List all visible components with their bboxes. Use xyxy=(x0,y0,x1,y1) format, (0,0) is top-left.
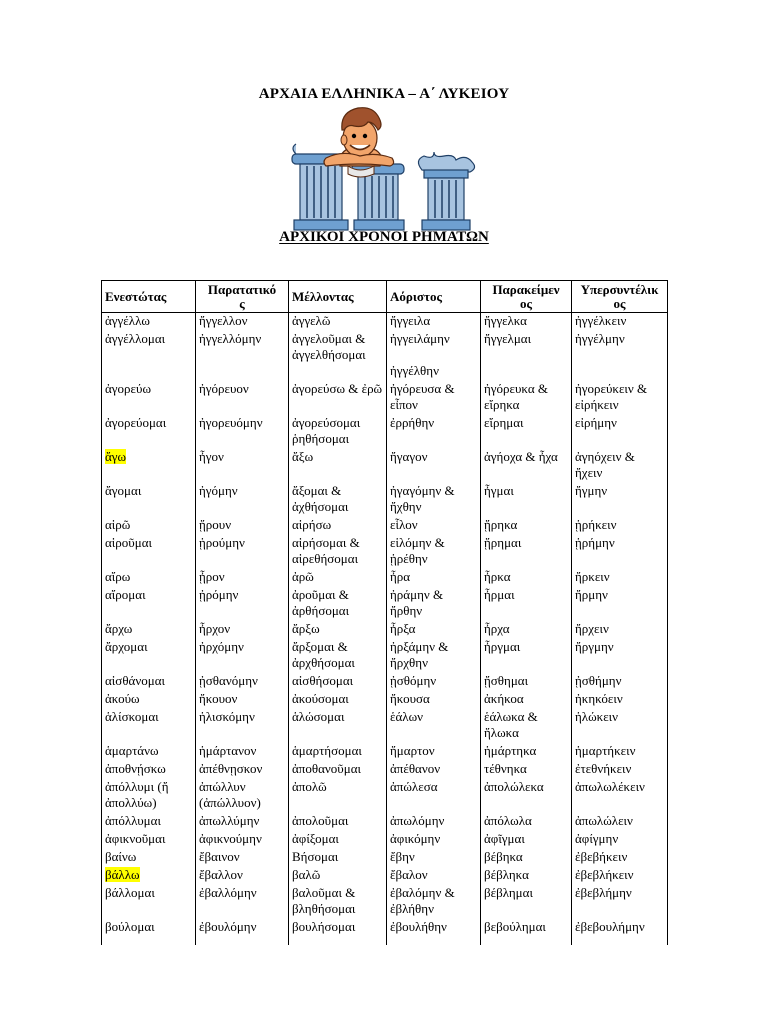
table-cell: ἠγγειλάμην ἠγγέλθην xyxy=(387,331,481,381)
table-row xyxy=(102,639,668,673)
header-future: Μέλλοντας xyxy=(289,281,387,313)
table-cell: ἀπωλωλέκειν xyxy=(572,779,668,813)
table-cell: ἐβουλήθην xyxy=(387,919,481,945)
table-row xyxy=(102,331,668,381)
table-row xyxy=(102,779,668,813)
table-row xyxy=(102,691,668,709)
table-cell: ἠράμην & ἤρθην xyxy=(387,587,481,621)
table-cell: ἀπωλλύμην xyxy=(196,813,289,831)
table-cell: ἄρχομαι xyxy=(102,639,196,673)
table-cell: ᾖρον xyxy=(196,569,289,587)
table-cell: ἀφικόμην xyxy=(387,831,481,849)
table-cell: ἠγόρευσα & εἶπον xyxy=(387,381,481,415)
table-cell: ἀπόλωλα xyxy=(481,813,572,831)
table-row xyxy=(102,867,668,885)
header-perfect: Παρακείμεν ος xyxy=(481,281,572,313)
table-cell: ἐβαλόμην & ἐβλήθην xyxy=(387,885,481,919)
table-cell: βέβλημαι xyxy=(481,885,572,919)
table-cell: ἤκουσα xyxy=(387,691,481,709)
table-cell: εἱλόμην & ᾑρέθην xyxy=(387,535,481,569)
table-cell: ἔβην xyxy=(387,849,481,867)
table-cell: ἠγόρευον xyxy=(196,381,289,415)
table-cell: ἀφίξομαι xyxy=(289,831,387,849)
table-cell: ἤγαγον xyxy=(387,449,481,483)
table-cell: ἤγμην xyxy=(572,483,668,517)
header-pluperfect: Υπερσυντέλικ ος xyxy=(572,281,668,313)
table-cell: ἠγαγόμην & ἤχθην xyxy=(387,483,481,517)
table-cell: ᾑρούμην xyxy=(196,535,289,569)
table-cell: ἡλώκειν xyxy=(572,709,668,743)
table-row xyxy=(102,483,668,517)
table-cell: ᾕρημαι xyxy=(481,535,572,569)
table-row xyxy=(102,517,668,535)
table-cell: ἁλώσομαι xyxy=(289,709,387,743)
table-cell: ἀκούω xyxy=(102,691,196,709)
table-cell: εἷλον xyxy=(387,517,481,535)
table-cell: ἔβαλλον xyxy=(196,867,289,885)
table-cell: ἀπωλώλειν xyxy=(572,813,668,831)
table-cell: ἀφῖγμαι xyxy=(481,831,572,849)
table-cell: αἱρήσομαι & αἱρεθήσομαι xyxy=(289,535,387,569)
table-cell: ᾑρήμην xyxy=(572,535,668,569)
table-cell: ἠκηκόειν xyxy=(572,691,668,709)
table-cell: ἠρχόμην xyxy=(196,639,289,673)
table-cell: ἦγον xyxy=(196,449,289,483)
table-cell: ἡμάρτανον xyxy=(196,743,289,761)
table-cell: ἤρχειν xyxy=(572,621,668,639)
table-cell: αἴρω xyxy=(102,569,196,587)
table-cell: ἀγορεύομαι xyxy=(102,415,196,449)
table-cell: αἱρῶ xyxy=(102,517,196,535)
table-cell: ἠγόμην xyxy=(196,483,289,517)
table-cell: βούλομαι xyxy=(102,919,196,945)
table-cell: ἡμαρτήκειν xyxy=(572,743,668,761)
table-row xyxy=(102,673,668,691)
table-cell: ἄρξομαι & ἀρχθήσομαι xyxy=(289,639,387,673)
table-cell: ἀγγελῶ xyxy=(289,313,387,332)
table-cell: ἀφικνούμην xyxy=(196,831,289,849)
table-cell: βεβούλημαι xyxy=(481,919,572,945)
table-cell: ἡλισκόμην xyxy=(196,709,289,743)
table-cell: ἀπώλεσα xyxy=(387,779,481,813)
table-cell: ἄξομαι & ἀχθήσομαι xyxy=(289,483,387,517)
table-cell: ᾐσθανόμην xyxy=(196,673,289,691)
table-cell: ἦρκα xyxy=(481,569,572,587)
verb-tenses-table xyxy=(101,280,668,945)
table-cell: ἀποθανοῦμαι xyxy=(289,761,387,779)
table-cell: ἦρξα xyxy=(387,621,481,639)
table-cell: ἁμαρτάνω xyxy=(102,743,196,761)
table-cell: βαλῶ xyxy=(289,867,387,885)
table-cell: ἐβεβήκειν xyxy=(572,849,668,867)
table-cell: ᾐρόμην xyxy=(196,587,289,621)
table-cell: αἰσθάνομαι xyxy=(102,673,196,691)
table-cell: ἠγγέλκειν xyxy=(572,313,668,332)
table-cell: αἴρομαι xyxy=(102,587,196,621)
table-row xyxy=(102,449,668,483)
table-cell: ἠγορευόμην xyxy=(196,415,289,449)
table-cell: ἐβεβουλήμην xyxy=(572,919,668,945)
table-cell: ἀρῶ xyxy=(289,569,387,587)
table-cell: ἀκούσομαι xyxy=(289,691,387,709)
table-cell: ἥμαρτον xyxy=(387,743,481,761)
header-aorist: Αόριστος xyxy=(387,281,481,313)
table-row xyxy=(102,381,668,415)
table-cell: ἤργμην xyxy=(572,639,668,673)
table-cell: ἀγήοχα & ἦχα xyxy=(481,449,572,483)
table-cell: βαίνω xyxy=(102,849,196,867)
table-row xyxy=(102,313,668,332)
table-cell: ἀγγέλλομαι xyxy=(102,331,196,381)
table-cell: ᾕρηκα xyxy=(481,517,572,535)
table-cell: ἤγγελκα xyxy=(481,313,572,332)
verb-rows xyxy=(102,313,668,946)
table-cell: Βήσομαι xyxy=(289,849,387,867)
table-cell: ἀφίγμην xyxy=(572,831,668,849)
table-cell: ᾐσθήμην xyxy=(572,673,668,691)
table-cell: ἐβαλλόμην xyxy=(196,885,289,919)
table-row xyxy=(102,415,668,449)
table-cell: ἑάλωκα & ἥλωκα xyxy=(481,709,572,743)
table-cell: ᾔσθημαι xyxy=(481,673,572,691)
header-present: Ενεστώτας xyxy=(102,281,196,313)
table-cell: ἁμαρτήσομαι xyxy=(289,743,387,761)
table-cell xyxy=(102,867,196,885)
table-cell: ἀπόλλυμι (ἤ ἀπολλύω) xyxy=(102,779,196,813)
table-cell: ἦγμαι xyxy=(481,483,572,517)
table-row xyxy=(102,813,668,831)
table-cell: αἰσθήσομαι xyxy=(289,673,387,691)
table-cell: ἦρχα xyxy=(481,621,572,639)
table-cell: ᾑρήκειν xyxy=(572,517,668,535)
table-cell: τέθνηκα xyxy=(481,761,572,779)
cartoon-boy-on-greek-columns-illustration xyxy=(290,104,490,232)
table-cell: ἀπολώλεκα xyxy=(481,779,572,813)
table-cell: βουλήσομαι xyxy=(289,919,387,945)
document-title: ΑΡΧΑΙΑ ΕΛΛΗΝΙΚΑ – Α΄ ΛΥΚΕΙΟΥ xyxy=(258,86,510,102)
table-cell: ἦργμαι xyxy=(481,639,572,673)
table-cell: ἄρξω xyxy=(289,621,387,639)
table-cell: ἄξω xyxy=(289,449,387,483)
table-cell: ἦρμαι xyxy=(481,587,572,621)
table-cell: αἱρήσω xyxy=(289,517,387,535)
table-cell: ἀκήκοα xyxy=(481,691,572,709)
table-cell: βέβληκα xyxy=(481,867,572,885)
table-cell: ἀποθνῄσκω xyxy=(102,761,196,779)
table-cell: ἀπώλλυν (ἀπώλλυον) xyxy=(196,779,289,813)
table-cell: ἀγορεύσομαι ῥηθήσομαι xyxy=(289,415,387,449)
table-cell: ᾐσθόμην xyxy=(387,673,481,691)
table-cell: ἁλίσκομαι xyxy=(102,709,196,743)
table-row xyxy=(102,761,668,779)
table-cell: ἔβαινον xyxy=(196,849,289,867)
table-cell: ἀπέθανον xyxy=(387,761,481,779)
table-cell: ἀγηόχειν & ἤχειν xyxy=(572,449,668,483)
table-cell: βαλοῦμαι & βληθήσομαι xyxy=(289,885,387,919)
table-header-row xyxy=(102,281,668,313)
table-cell: ἀπολοῦμαι xyxy=(289,813,387,831)
document-subtitle: ΑΡΧΙΚΟΙ ΧΡΟΝΟΙ ΡΗΜΑΤΩΝ xyxy=(279,229,489,245)
table-cell: ἀπόλλυμαι xyxy=(102,813,196,831)
table-cell: ἀγγέλλω xyxy=(102,313,196,332)
table-cell: ἠγόρευκα & εἴρηκα xyxy=(481,381,572,415)
table-row xyxy=(102,831,668,849)
table-cell: βέβηκα xyxy=(481,849,572,867)
table-cell: εἰρήμην xyxy=(572,415,668,449)
table-cell: ἠγγελλόμην xyxy=(196,331,289,381)
right-column xyxy=(418,152,474,230)
table-cell: ἤγγελλον xyxy=(196,313,289,332)
table-row xyxy=(102,569,668,587)
table-cell: ἀγγελοῦμαι & ἀγγελθήσομαι xyxy=(289,331,387,381)
highlighted-verb: βάλλω xyxy=(105,867,140,882)
table-cell: ἐρρήθην xyxy=(387,415,481,449)
table-cell: ἤγγειλα xyxy=(387,313,481,332)
table-cell: ἄγομαι xyxy=(102,483,196,517)
table-cell: ἀπωλόμην xyxy=(387,813,481,831)
table-cell: εἴρημαι xyxy=(481,415,572,449)
table-cell: ἤρκειν xyxy=(572,569,668,587)
table-cell: ἤγγελμαι xyxy=(481,331,572,381)
table-cell: ἑάλων xyxy=(387,709,481,743)
table-cell: ἐτεθνήκειν xyxy=(572,761,668,779)
table-cell: ἤκουον xyxy=(196,691,289,709)
table-cell: ἐβεβλήκειν xyxy=(572,867,668,885)
table-row xyxy=(102,919,668,945)
table-cell: αἱροῦμαι xyxy=(102,535,196,569)
table-cell: ἦρχον xyxy=(196,621,289,639)
table-cell: ἀροῦμαι & ἀρθήσομαι xyxy=(289,587,387,621)
table-cell: ἀγορεύω xyxy=(102,381,196,415)
table-cell: ἡμάρτηκα xyxy=(481,743,572,761)
table-cell: ἔβαλον xyxy=(387,867,481,885)
table-cell: ἠγορεύκειν & εἰρήκειν xyxy=(572,381,668,415)
table-cell: ἀπολῶ xyxy=(289,779,387,813)
table-row xyxy=(102,621,668,639)
highlighted-verb: ἄγω xyxy=(105,449,127,464)
table-cell: ἐβουλόμην xyxy=(196,919,289,945)
table-cell: ᾕρουν xyxy=(196,517,289,535)
table-row xyxy=(102,587,668,621)
table-cell: ἄρχω xyxy=(102,621,196,639)
header-imperfect: Παρατατικό ς xyxy=(196,281,289,313)
table-cell: ἦρα xyxy=(387,569,481,587)
table-cell: ἀφικνοῦμαι xyxy=(102,831,196,849)
table-cell: ἀπέθνῃσκον xyxy=(196,761,289,779)
table-row xyxy=(102,709,668,743)
table-row xyxy=(102,849,668,867)
table-cell xyxy=(102,449,196,483)
table-row xyxy=(102,743,668,761)
table-row xyxy=(102,535,668,569)
table-cell: βάλλομαι xyxy=(102,885,196,919)
table-cell: ἠρξάμην & ἤρχθην xyxy=(387,639,481,673)
table-cell: ἐβεβλήμην xyxy=(572,885,668,919)
table-cell: ἀγορεύσω & ἐρῶ xyxy=(289,381,387,415)
table-cell: ἤρμην xyxy=(572,587,668,621)
table-cell: ἠγγέλμην xyxy=(572,331,668,381)
table-row xyxy=(102,885,668,919)
